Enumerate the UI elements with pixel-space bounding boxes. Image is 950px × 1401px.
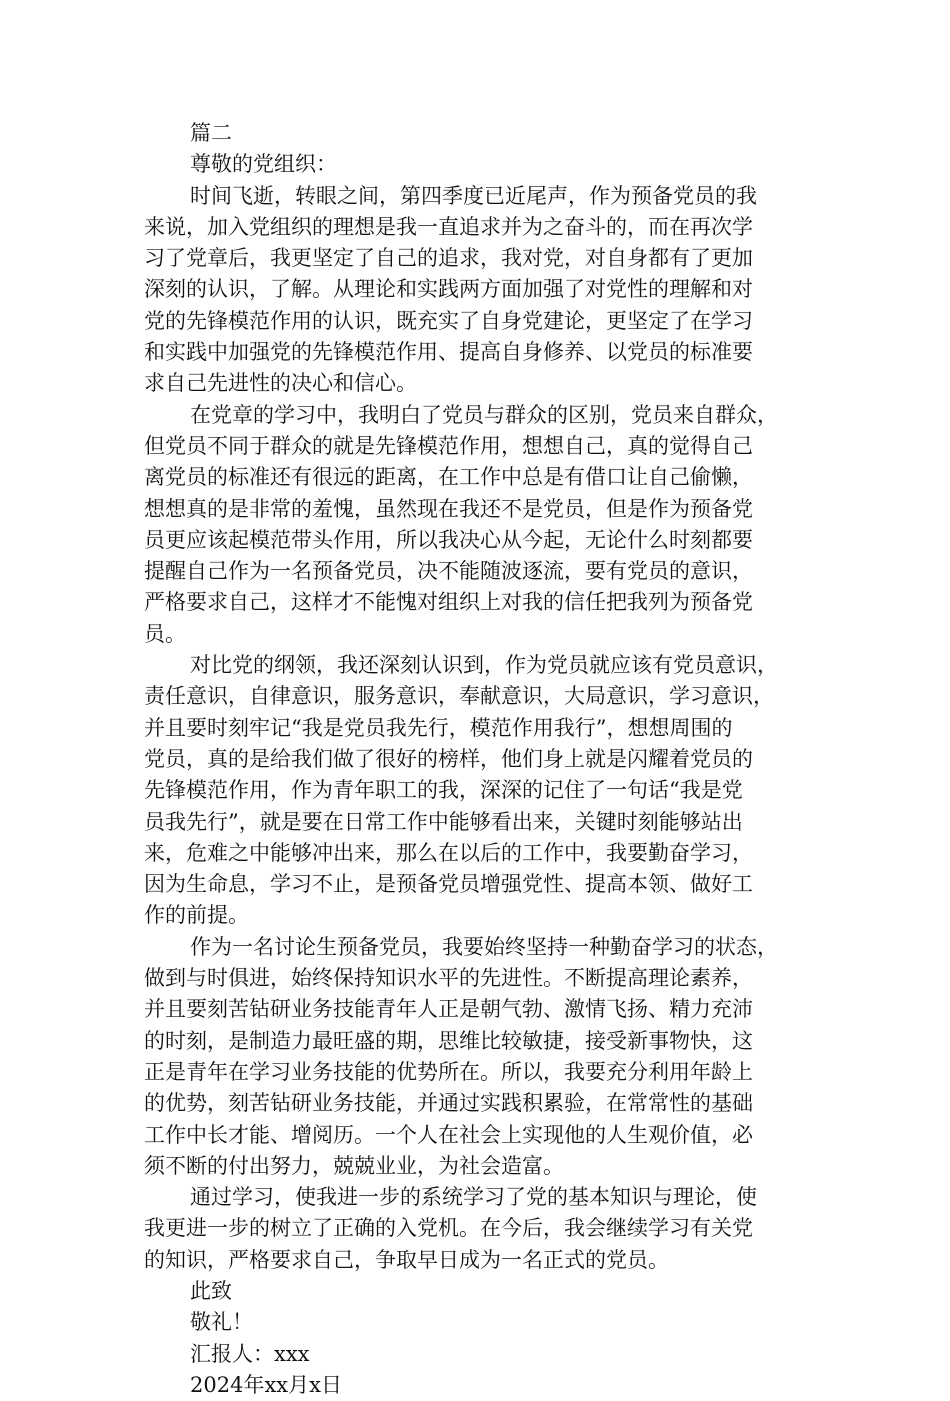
report-date: 2024年xx月x日 — [190, 1372, 342, 1397]
paragraph-line: 责任意识，自律意识，服务意识，奉献意识，大局意识，学习意识， — [144, 684, 774, 709]
paragraph-line: 做到与时俱进，始终保持知识水平的先进性。不断提高理论素养， — [144, 966, 753, 991]
paragraph-line: 但党员不同于群众的就是先锋模范作用，想想自己，真的觉得自己 — [144, 433, 753, 458]
paragraph-line: 提醒自己作为一名预备党员，决不能随波逐流，要有党员的意识， — [144, 559, 753, 584]
paragraph-line: 因为生命息，学习不止，是预备党员增强党性、提高本领、做好工 — [144, 872, 753, 897]
salutation: 尊敬的党组织： — [190, 152, 337, 177]
paragraph-line: 党的先锋模范作用的认识，既充实了自身党建论，更坚定了在学习 — [144, 308, 753, 333]
paragraph-line: 党员，真的是给我们做了很好的榜样，他们身上就是闪耀着党员的 — [144, 746, 753, 771]
reporter-signature: 汇报人：xxx — [190, 1341, 310, 1366]
paragraph-line: 想想真的是非常的羞愧，虽然现在我还不是党员，但是作为预备党 — [144, 496, 753, 521]
paragraph-line: 离党员的标准还有很远的距离，在工作中总是有借口让自己偷懒， — [144, 465, 753, 490]
paragraph-line: 深刻的认识，了解。从理论和实践两方面加强了对党性的理解和对 — [144, 277, 753, 302]
body-paragraph — [144, 650, 812, 932]
paragraph-line: 来说，加入党组织的理想是我一直追求并为之奋斗的，而在再次学 — [144, 214, 753, 239]
closing-regards: 此致 — [190, 1278, 232, 1303]
paragraph-line: 并且要时刻牢记“我是党员我先行，模范作用我行”，想想周围的 — [144, 715, 733, 740]
paragraph-line: 严格要求自己，这样才不能愧对组织上对我的信任把我列为预备党 — [144, 590, 753, 615]
document-page — [144, 118, 812, 1401]
body-paragraph — [144, 400, 812, 650]
paragraph-line: 的知识，严格要求自己，争取早日成为一名正式的党员。 — [144, 1247, 669, 1272]
closing-salute: 敬礼！ — [190, 1310, 253, 1335]
body-paragraph — [144, 932, 812, 1182]
paragraph-line: 须不断的付出努力，兢兢业业，为社会造富。 — [144, 1153, 564, 1178]
paragraph-line: 员。 — [144, 621, 186, 646]
paragraph-line: 作的前提。 — [144, 903, 249, 928]
paragraph-line: 的时刻，是制造力最旺盛的期，思维比较敏捷，接受新事物快，这 — [144, 1028, 753, 1053]
paragraph-line: 正是青年在学习业务技能的优势所在。所以，我要充分利用年龄上 — [144, 1059, 753, 1084]
section-label: 篇二 — [190, 121, 232, 145]
paragraph-line: 的优势，刻苦钻研业务技能，并通过实践积累验，在常常性的基础 — [144, 1091, 753, 1116]
paragraph-line: 在党章的学习中，我明白了党员与群众的区别，党员来自群众， — [190, 402, 778, 427]
paragraph-line: 我更进一步的树立了正确的入党机。在今后，我会继续学习有关党 — [144, 1216, 753, 1241]
paragraph-line: 对比党的纲领，我还深刻认识到，作为党员就应该有党员意识， — [190, 653, 778, 678]
body-paragraph — [144, 181, 812, 400]
paragraph-line: 通过学习，使我进一步的系统学习了党的基本知识与理论，使 — [190, 1185, 757, 1210]
paragraph-line: 员我先行”，就是要在日常工作中能够看出来，关键时刻能够站出 — [144, 809, 743, 834]
paragraph-line: 求自己先进性的决心和信心。 — [144, 371, 417, 396]
paragraph-line: 时间飞逝，转眼之间，第四季度已近尾声，作为预备党员的我 — [190, 183, 757, 208]
paragraph-line: 员更应该起模范带头作用，所以我决心从今起，无论什么时刻都要 — [144, 527, 753, 552]
body-paragraph — [144, 1182, 812, 1276]
paragraph-line: 作为一名讨论生预备党员，我要始终坚持一种勤奋学习的状态， — [190, 934, 778, 959]
paragraph-line: 先锋模范作用，作为青年职工的我，深深的记住了一句话“我是党 — [144, 778, 743, 803]
paragraph-line: 工作中长才能、增阅历。一个人在社会上实现他的人生观价值，必 — [144, 1122, 753, 1147]
paragraph-line: 并且要刻苦钻研业务技能青年人正是朝气勃、激情飞扬、精力充沛 — [144, 997, 753, 1022]
paragraph-line: 习了党章后，我更坚定了自己的追求，我对党，对自身都有了更加 — [144, 246, 753, 271]
paragraph-line: 和实践中加强党的先锋模范作用、提高自身修养、以党员的标准要 — [144, 340, 753, 365]
paragraph-line: 来，危难之中能够冲出来，那么在以后的工作中，我要勤奋学习， — [144, 840, 753, 865]
